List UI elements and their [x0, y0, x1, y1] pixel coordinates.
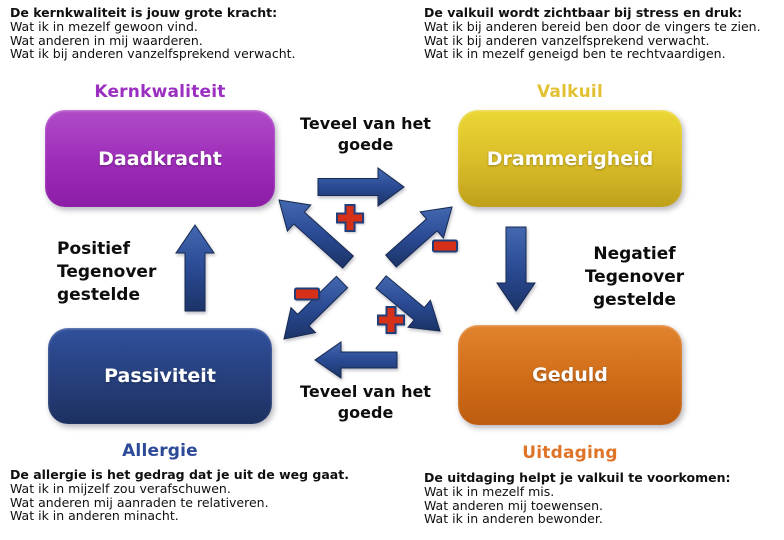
- minus-sign-downleft-icon: [295, 289, 319, 300]
- box-drammerigheid: [458, 110, 682, 207]
- arrow-diagonal-upleft-icon: [279, 200, 353, 268]
- label-line: gestelde: [57, 285, 140, 305]
- box-label: Daadkracht: [98, 147, 222, 170]
- label-line: goede: [337, 135, 394, 154]
- info-line: Wat anderen mij toewensen.: [424, 497, 604, 513]
- arrow-right-teveel-top-icon: [318, 168, 404, 206]
- box-daadkracht: [45, 110, 275, 207]
- info-line: Wat ik in anderen bewonder.: [424, 511, 603, 527]
- plus-sign-downright-icon: [378, 307, 404, 333]
- info-block-allergie: [10, 468, 349, 523]
- arrow-diagonal-downright-icon: [376, 276, 440, 331]
- heading-allergie: Allergie: [122, 441, 198, 461]
- info-block-uitdaging: [424, 471, 731, 526]
- info-block-kernkwaliteit: [10, 6, 296, 61]
- info-title: De uitdaging helpt je valkuil te voorkomen:: [424, 470, 731, 485]
- label-line: Teveel van het: [300, 382, 431, 401]
- heading-valkuil: Valkuil: [537, 82, 603, 102]
- box-label: Passiviteit: [104, 365, 216, 387]
- info-block-valkuil: [424, 6, 761, 61]
- info-line: Wat ik bij anderen vanzelfsprekend verwacht.: [10, 46, 296, 62]
- label-line: goede: [337, 403, 394, 422]
- info-title: De allergie is het gedrag dat je uit de weg gaat.: [10, 467, 349, 482]
- heading-kernkwaliteit: Kernkwaliteit: [94, 82, 226, 102]
- label-teveel-top: [288, 113, 443, 155]
- label-positief-tegenovergestelde: [57, 238, 187, 307]
- label-negatief-tegenovergestelde: [567, 243, 702, 312]
- info-line: Wat ik bij anderen bereid ben door de vingers te zien.: [424, 18, 761, 34]
- minus-sign-upright-icon: [433, 241, 457, 252]
- label-line: gestelde: [593, 290, 676, 310]
- box-label: Drammerigheid: [486, 147, 654, 170]
- arrow-diagonal-upright-icon: [386, 207, 452, 267]
- heading-uitdaging: Uitdaging: [522, 443, 618, 463]
- info-line: Wat ik in mezelf geneigd ben te rechtvaardigen.: [424, 46, 726, 62]
- label-line: Tegenover: [57, 262, 157, 282]
- box-label: Geduld: [532, 364, 608, 386]
- info-title: De kernkwaliteit is jouw grote kracht:: [10, 5, 278, 20]
- info-line: Wat anderen mij aanraden te relativeren.: [10, 494, 269, 510]
- info-title: De valkuil wordt zichtbaar bij stress en druk:: [424, 5, 743, 20]
- label-line: Negatief: [593, 244, 676, 264]
- info-line: Wat ik in mijzelf zou verafschuwen.: [10, 480, 231, 496]
- arrow-down-negatief-icon: [497, 227, 535, 311]
- info-line: Wat ik in mezelf gewoon vind.: [10, 18, 198, 34]
- label-line: Positief: [57, 239, 130, 259]
- plus-sign-upleft-icon: [337, 205, 363, 231]
- box-passiviteit: [48, 328, 272, 424]
- info-line: Wat anderen in mij waarderen.: [10, 32, 203, 48]
- info-line: Wat ik in mezelf mis.: [424, 483, 555, 499]
- label-line: Teveel van het: [300, 114, 431, 133]
- arrow-diagonal-downleft-icon: [284, 276, 348, 339]
- info-line: Wat ik in anderen minacht.: [10, 508, 179, 524]
- label-teveel-bottom: [288, 381, 443, 423]
- info-line: Wat ik bij anderen vanzelfsprekend verwacht.: [424, 32, 710, 48]
- box-geduld: [458, 325, 682, 425]
- arrow-left-teveel-bottom-icon: [315, 342, 397, 378]
- label-line: Tegenover: [584, 267, 685, 287]
